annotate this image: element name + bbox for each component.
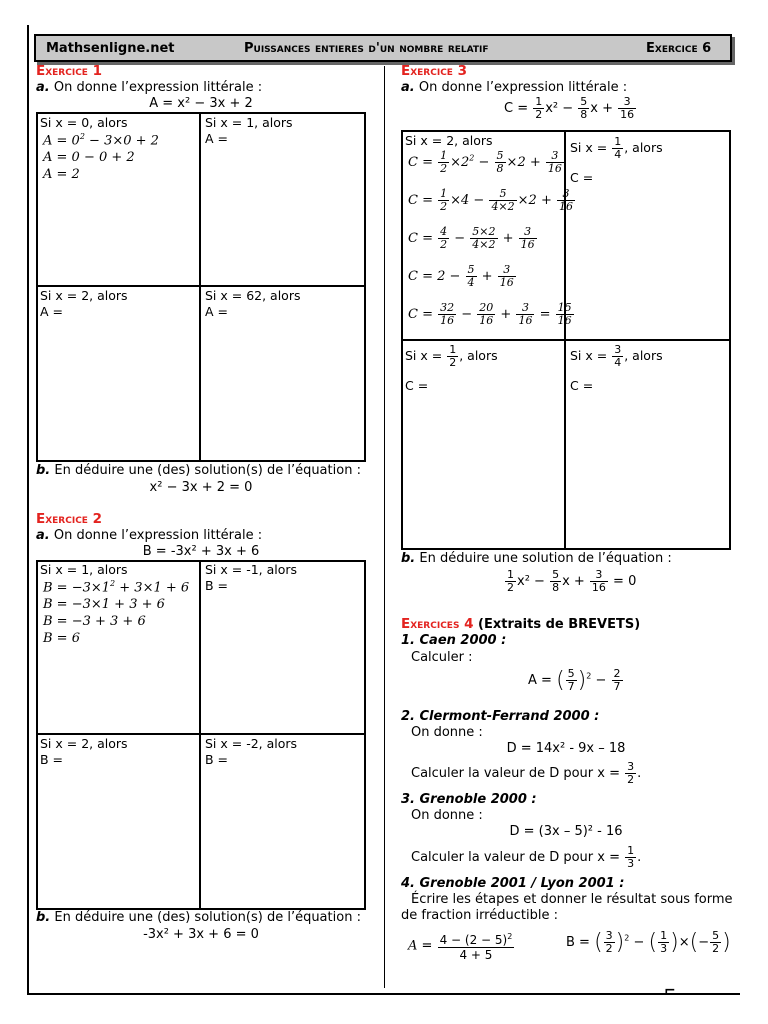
frame-corner-mark: ⌐ [664, 983, 676, 999]
ex1-cell-1-label: Si x = 0, alors [40, 115, 128, 130]
ex2-cell-2-result: B = [205, 578, 229, 593]
ex1-a-text: On donne l’expression littérale : [49, 80, 263, 95]
ex4-heading [401, 616, 640, 632]
exercise-number: Exercice 6 [646, 41, 712, 56]
worksheet-title: Puissances entieres d'un nombre relatif [244, 41, 489, 56]
ex1-question-a [36, 80, 262, 95]
ex4-item3-text: On donne : [411, 808, 483, 823]
ex4-item4-text1: Écrire les étapes et donner le résultat sous forme [411, 892, 733, 907]
ex2-cell-1-label: Si x = 1, alors [40, 562, 128, 577]
ex2-question-b [36, 910, 361, 925]
ex2-equation: -3x² + 3x + 6 = 0 [143, 927, 259, 942]
ex3-work-2: C = $\frac{1}{2}$ ×4 − $\frac{5}{4\times 2}$ ×2 + $\frac{3}{16}$ [408, 187, 573, 213]
ex2-cell-3-result: B = [40, 752, 64, 767]
ex1-cell-2-result: A = [205, 131, 228, 146]
ex4-item2-ask: Calculer la valeur de D pour x = $\frac{3}{2}$ . [411, 760, 642, 786]
ex3-cell-4-label: Si x = $\frac{3}{4}$ , alors [570, 343, 663, 369]
header-bar [34, 34, 732, 62]
ex4-item2-head: 2. Clermont-Ferrand 2000 : [401, 709, 600, 724]
ex2-cell-4-result: B = [205, 752, 229, 767]
ex4-item4-formula-a: A = $\frac{4 - (2 - 5)^2}{4 + 5}$ [408, 932, 513, 962]
ex4-item1-text: Calculer : [411, 650, 473, 665]
ex3-title: Exercice 3 [401, 63, 468, 79]
ex2-expression: B = -3x² + 3x + 6 [142, 544, 260, 559]
ex3-table-hline [401, 339, 731, 341]
ex1-expression: A = x² − 3x + 2 [149, 96, 253, 111]
ex4-item4-formula-b: B = ( $\frac{3}{2}$ )$^2$ − ( $\frac{1}{3}$ )×(− $\frac{5}{2}$ ) [566, 929, 731, 955]
ex1-a-label: a. [36, 80, 50, 95]
ex3-cell-2-alors: , alors [624, 140, 663, 155]
ex3-cell-3-result: C = [405, 378, 429, 393]
ex3-work-4: C = 2 − $\frac{5}{4}$ + $\frac{3}{16}$ [408, 263, 514, 289]
ex4-title: Exercices 4 [401, 616, 474, 632]
ex3-cell-1-label: Si x = 2, alors [405, 133, 493, 148]
ex4-item2-ask-text: Calculer la valeur de D pour x = [411, 766, 620, 781]
ex1-work-2: A = 0 − 0 + 2 [43, 150, 135, 165]
ex3-work-3: C = $\frac{4}{2}$ − $\frac{5\times 2}{4\times 2}$ + $\frac{3}{16}$ [408, 225, 535, 251]
ex2-question-a [36, 528, 262, 543]
ex2-work-3: B = −3 + 3 + 6 [43, 614, 146, 629]
ex3-cell-4-result: C = [570, 378, 594, 393]
ex1-table-hline [36, 285, 366, 287]
ex3-cell-3-label: Si x = $\frac{1}{2}$ , alors [405, 343, 498, 369]
ex3-cell-3-alors: , alors [459, 348, 498, 363]
ex2-table-hline [36, 733, 366, 735]
ex2-work-2: B = −3×1 + 3 + 6 [43, 597, 165, 612]
ex4-item3-formula: D = (3x – 5)² - 16 [509, 824, 623, 839]
ex1-cell-3-label: Si x = 2, alors [40, 288, 128, 303]
ex2-work-1: $B = -3\times 1^2 + 3\times 1 + 6$ [43, 579, 190, 596]
column-divider [384, 66, 385, 988]
ex3-cell-4-prefix: Si x = [570, 348, 608, 363]
ex2-a-label: a. [36, 528, 50, 543]
ex1-cell-4-result: A = [205, 304, 228, 319]
ex2-table-vline [199, 560, 201, 910]
site-name: Mathsenligne.net [46, 41, 175, 56]
ex4-item4-text2: de fraction irréductible : [401, 908, 558, 923]
ex3-question-b [401, 551, 672, 566]
ex3-cell-2-result: C = [570, 170, 594, 185]
ex1-cell-2-label: Si x = 1, alors [205, 115, 293, 130]
ex2-b-text: En déduire une (des) solution(s) de l’équation : [50, 910, 361, 925]
ex3-work-1: C = $\frac{1}{2}$ $\times 2^2$ − $\frac{5}{8}$ ×2 + $\frac{3}{16}$ [408, 149, 562, 175]
ex1-work-3: A = 2 [43, 167, 80, 182]
ex4-item3-ask-text: Calculer la valeur de D pour x = [411, 850, 620, 865]
ex3-cell-3-prefix: Si x = [405, 348, 443, 363]
ex2-cell-4-label: Si x = -2, alors [205, 736, 298, 751]
ex1-cell-4-label: Si x = 62, alors [205, 288, 301, 303]
ex3-a-text: On donne l’expression littérale : [414, 80, 628, 95]
ex3-b-text: En déduire une solution de l’équation : [415, 551, 672, 566]
ex4-item3-head: 3. Grenoble 2000 : [401, 792, 537, 807]
ex4-item2-formula: D = 14x² - 9x – 18 [506, 741, 626, 756]
ex2-b-label: b. [36, 910, 51, 925]
ex3-question-a [401, 80, 627, 95]
ex1-cell-3-result: A = [40, 304, 63, 319]
ex4-item1-head: 1. Caen 2000 : [401, 633, 507, 648]
ex2-title: Exercice 2 [36, 511, 103, 527]
ex3-cell-2-label: Si x = $\frac{1}{4}$ , alors [570, 135, 663, 161]
ex1-question-b [36, 463, 361, 478]
ex3-expression: C = $\frac{1}{2}$ x² − $\frac{5}{8}$ x + $\frac{3}{16}$ [504, 95, 635, 121]
ex1-title: Exercice 1 [36, 63, 103, 79]
ex2-cell-2-label: Si x = -1, alors [205, 562, 298, 577]
ex2-cell-3-label: Si x = 2, alors [40, 736, 128, 751]
ex1-work-1: $A = 0^2 - 3\times 0 + 2$ [43, 132, 159, 149]
ex2-work-4: B = 6 [43, 631, 80, 646]
ex1-b-label: b. [36, 463, 51, 478]
ex1-table-vline [199, 112, 201, 462]
ex3-a-label: a. [401, 80, 415, 95]
ex3-equation: $\frac{1}{2}$ x² − $\frac{5}{8}$ x + $\frac{3}{16}$ = 0 [507, 568, 637, 594]
ex1-b-text: En déduire une (des) solution(s) de l’équation : [50, 463, 361, 478]
ex2-table [36, 560, 366, 910]
ex3-cell-2-prefix: Si x = [570, 140, 608, 155]
ex2-a-text: On donne l’expression littérale : [49, 528, 263, 543]
ex4-item4-head: 4. Grenoble 2001 / Lyon 2001 : [401, 876, 625, 891]
ex4-item1-formula: A = ( $\frac{5}{7}$ )$^2$ − $\frac{2}{7}$ [528, 667, 621, 693]
ex3-cell-4-alors: , alors [624, 348, 663, 363]
ex4-item3-ask: Calculer la valeur de D pour x = $\frac{1}{3}$ . [411, 844, 642, 870]
ex1-equation: x² − 3x + 2 = 0 [149, 480, 253, 495]
ex3-work-5: C = $\frac{32}{16}$ − $\frac{20}{16}$ + $\frac{3}{16}$ = $\frac{15}{16}$ [408, 301, 572, 327]
ex3-b-label: b. [401, 551, 416, 566]
ex4-subtitle: (Extraits de BREVETS) [473, 617, 641, 632]
ex4-item2-text: On donne : [411, 725, 483, 740]
